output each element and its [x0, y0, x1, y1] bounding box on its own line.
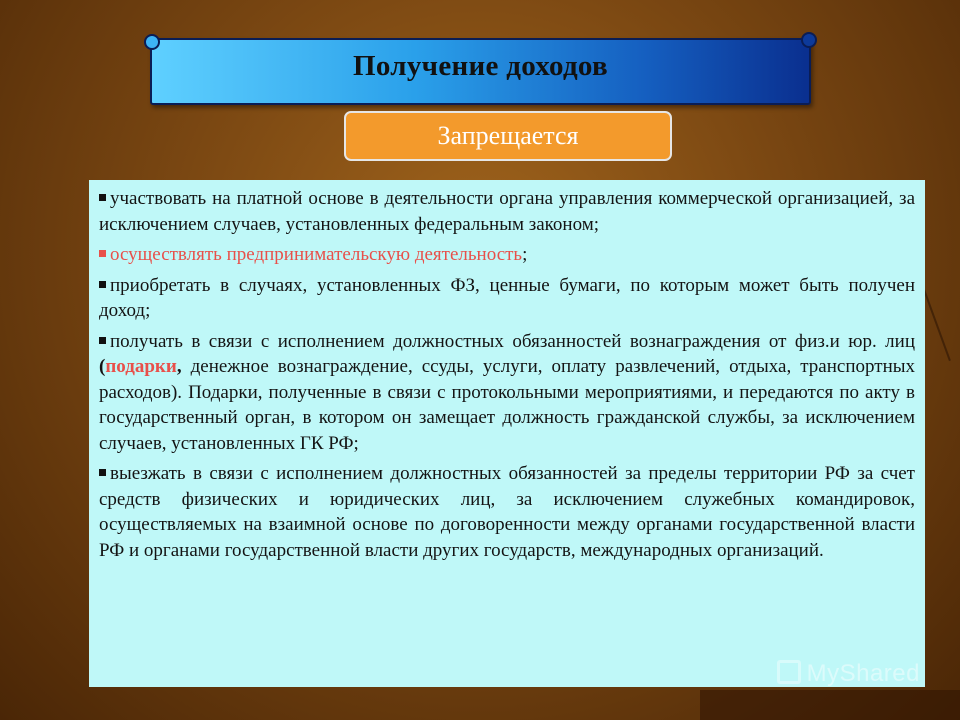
item-text-part2: денежное вознаграждение, ссуды, услуги, оплату развлечений, отдыха, транспортных расходов). Подарки, полученные в связи с протокольными мероприятиями, и передаются по акту в государственный орган, в котором он замещает должность гражданской службы, за исключением случаев, установленных ГК РФ; [99, 356, 915, 454]
list-item [99, 186, 915, 237]
title-scroll-banner [150, 38, 811, 105]
watermark [777, 660, 920, 688]
page-title: Получение доходов [353, 50, 608, 82]
square-bullet-icon [99, 337, 106, 344]
item-open-paren: ( [99, 356, 106, 377]
square-bullet-icon [99, 469, 106, 476]
item-text: выезжать в связи с исполнением должностных обязанностей за пределы территории РФ за счет средств физических и юридических лиц, за исключением служебных командировок, осуществляемых на взаимной основе по договоренности между органами государственной власти РФ и органами государственной власти других государств, международных организаций. [99, 463, 915, 561]
item-comma: , [176, 356, 182, 377]
prohibitions-list [99, 186, 915, 563]
square-bullet-icon [99, 194, 106, 201]
list-item [99, 461, 915, 563]
prohibited-badge: Запрещается [344, 111, 672, 161]
item-text-part1: получать в связи с исполнением должностных обязанностей вознаграждения от физ.и юр. лиц [110, 330, 915, 352]
item-highlight: осуществлять предпринимательскую деятельность [110, 244, 523, 265]
watermark-text: MyShared [806, 660, 920, 687]
watermark-logo-icon [777, 660, 801, 684]
content-panel [89, 180, 925, 687]
desk-edge-line [700, 690, 960, 720]
scroll-curl-right [801, 32, 817, 48]
list-item [99, 273, 915, 324]
item-text: участвовать на платной основе в деятельности органа управления коммерческой организацией, за исключением случаев, установленных федеральным законом; [99, 188, 915, 235]
list-item [99, 329, 915, 457]
scroll-curl-left [144, 34, 160, 50]
list-item [99, 242, 915, 268]
square-bullet-icon [99, 281, 106, 288]
item-text: приобретать в случаях, установленных ФЗ, ценные бумаги, по которым может быть получен доход; [99, 274, 915, 321]
square-bullet-icon [99, 250, 106, 257]
item-highlight: подарки [105, 356, 177, 377]
item-suffix: ; [522, 244, 528, 265]
